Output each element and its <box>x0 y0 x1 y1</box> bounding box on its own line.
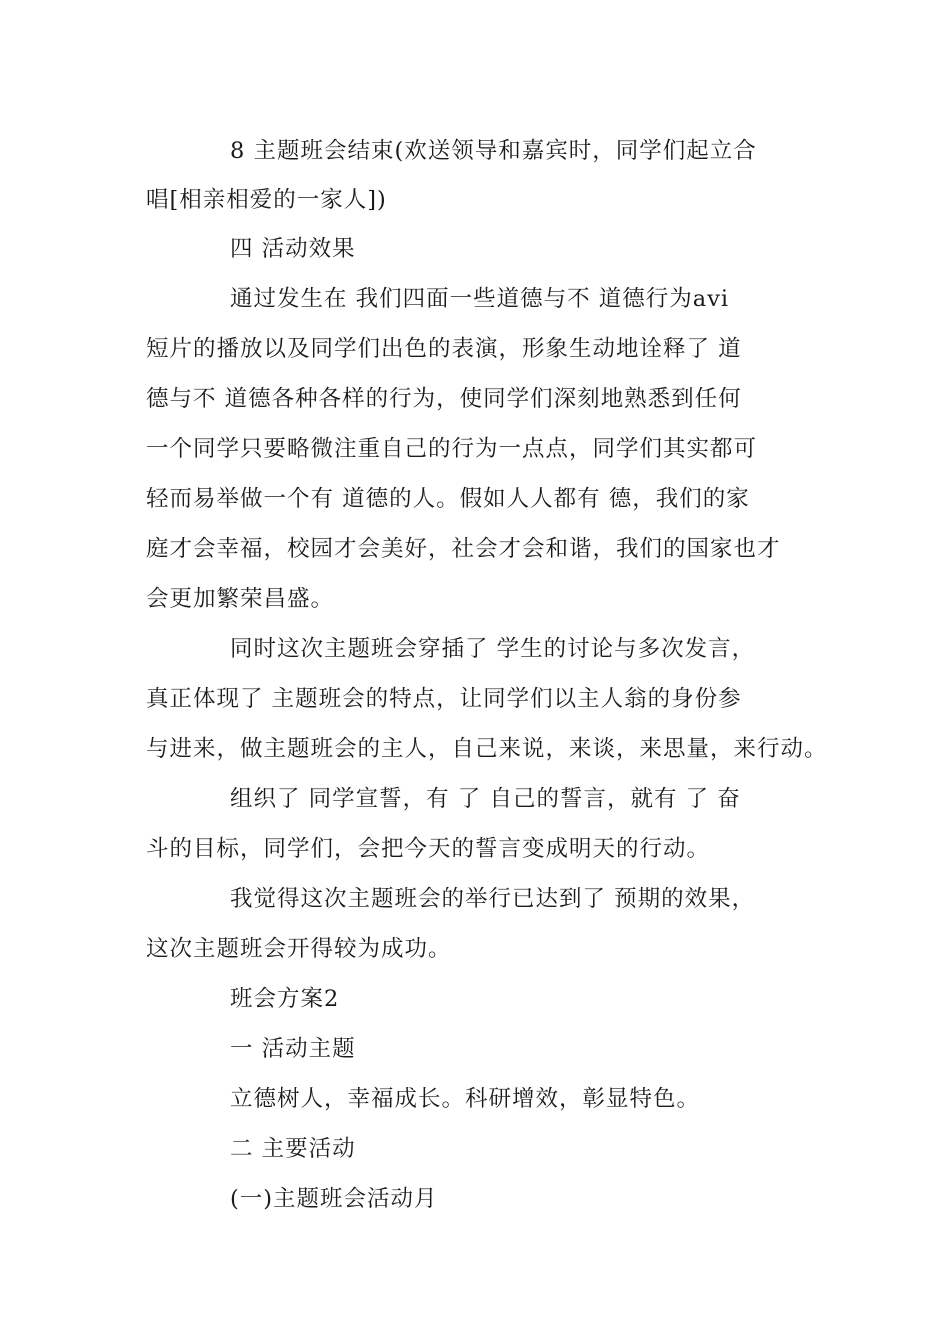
text-line: 德与不 道德各种各样的行为，使同学们深刻地熟悉到任何 <box>146 386 742 412</box>
section-heading: (一)主题班会活动月 <box>230 1186 438 1212</box>
text-line: 组织了 同学宣誓，有 了 自己的誓言，就有 了 奋 <box>230 786 741 812</box>
section-heading: 一 活动主题 <box>230 1036 356 1062</box>
text-line: 立德树人，幸福成长。科研增效，彰显特色。 <box>230 1086 701 1112</box>
text-line: 会更加繁荣昌盛。 <box>146 586 335 612</box>
section-heading: 二 主要活动 <box>230 1136 356 1162</box>
text-line: 唱[相亲相爱的一家人]) <box>146 187 387 213</box>
text-line: 一个同学只要略微注重自己的行为一点点，同学们其实都可 <box>146 436 758 462</box>
text-line: 8 主题班会结束(欢送领导和嘉宾时，同学们起立合 <box>230 138 757 164</box>
text-line: 真正体现了 主题班会的特点，让同学们以主人翁的身份参 <box>146 686 742 712</box>
text-line: 我觉得这次主题班会的举行已达到了 预期的效果， <box>230 886 756 912</box>
section-heading: 四 活动效果 <box>230 236 356 262</box>
text-line: 斗的目标，同学们，会把今天的誓言变成明天的行动。 <box>146 836 711 862</box>
text-line: 通过发生在 我们四面一些道德与不 道德行为avi <box>230 286 730 312</box>
text-line: 同时这次主题班会穿插了 学生的讨论与多次发言， <box>230 636 756 662</box>
text-line: 与进来，做主题班会的主人，自己来说，来谈，来思量，来行动。 <box>146 736 828 762</box>
text-line: 短片的播放以及同学们出色的表演，形象生动地诠释了 道 <box>146 336 742 362</box>
section-heading: 班会方案2 <box>230 986 340 1012</box>
text-line: 庭才会幸福，校园才会美好，社会才会和谐，我们的国家也才 <box>146 536 781 562</box>
text-line: 轻而易举做一个有 道德的人。假如人人都有 德，我们的家 <box>146 486 750 512</box>
text-line: 这次主题班会开得较为成功。 <box>146 936 452 962</box>
